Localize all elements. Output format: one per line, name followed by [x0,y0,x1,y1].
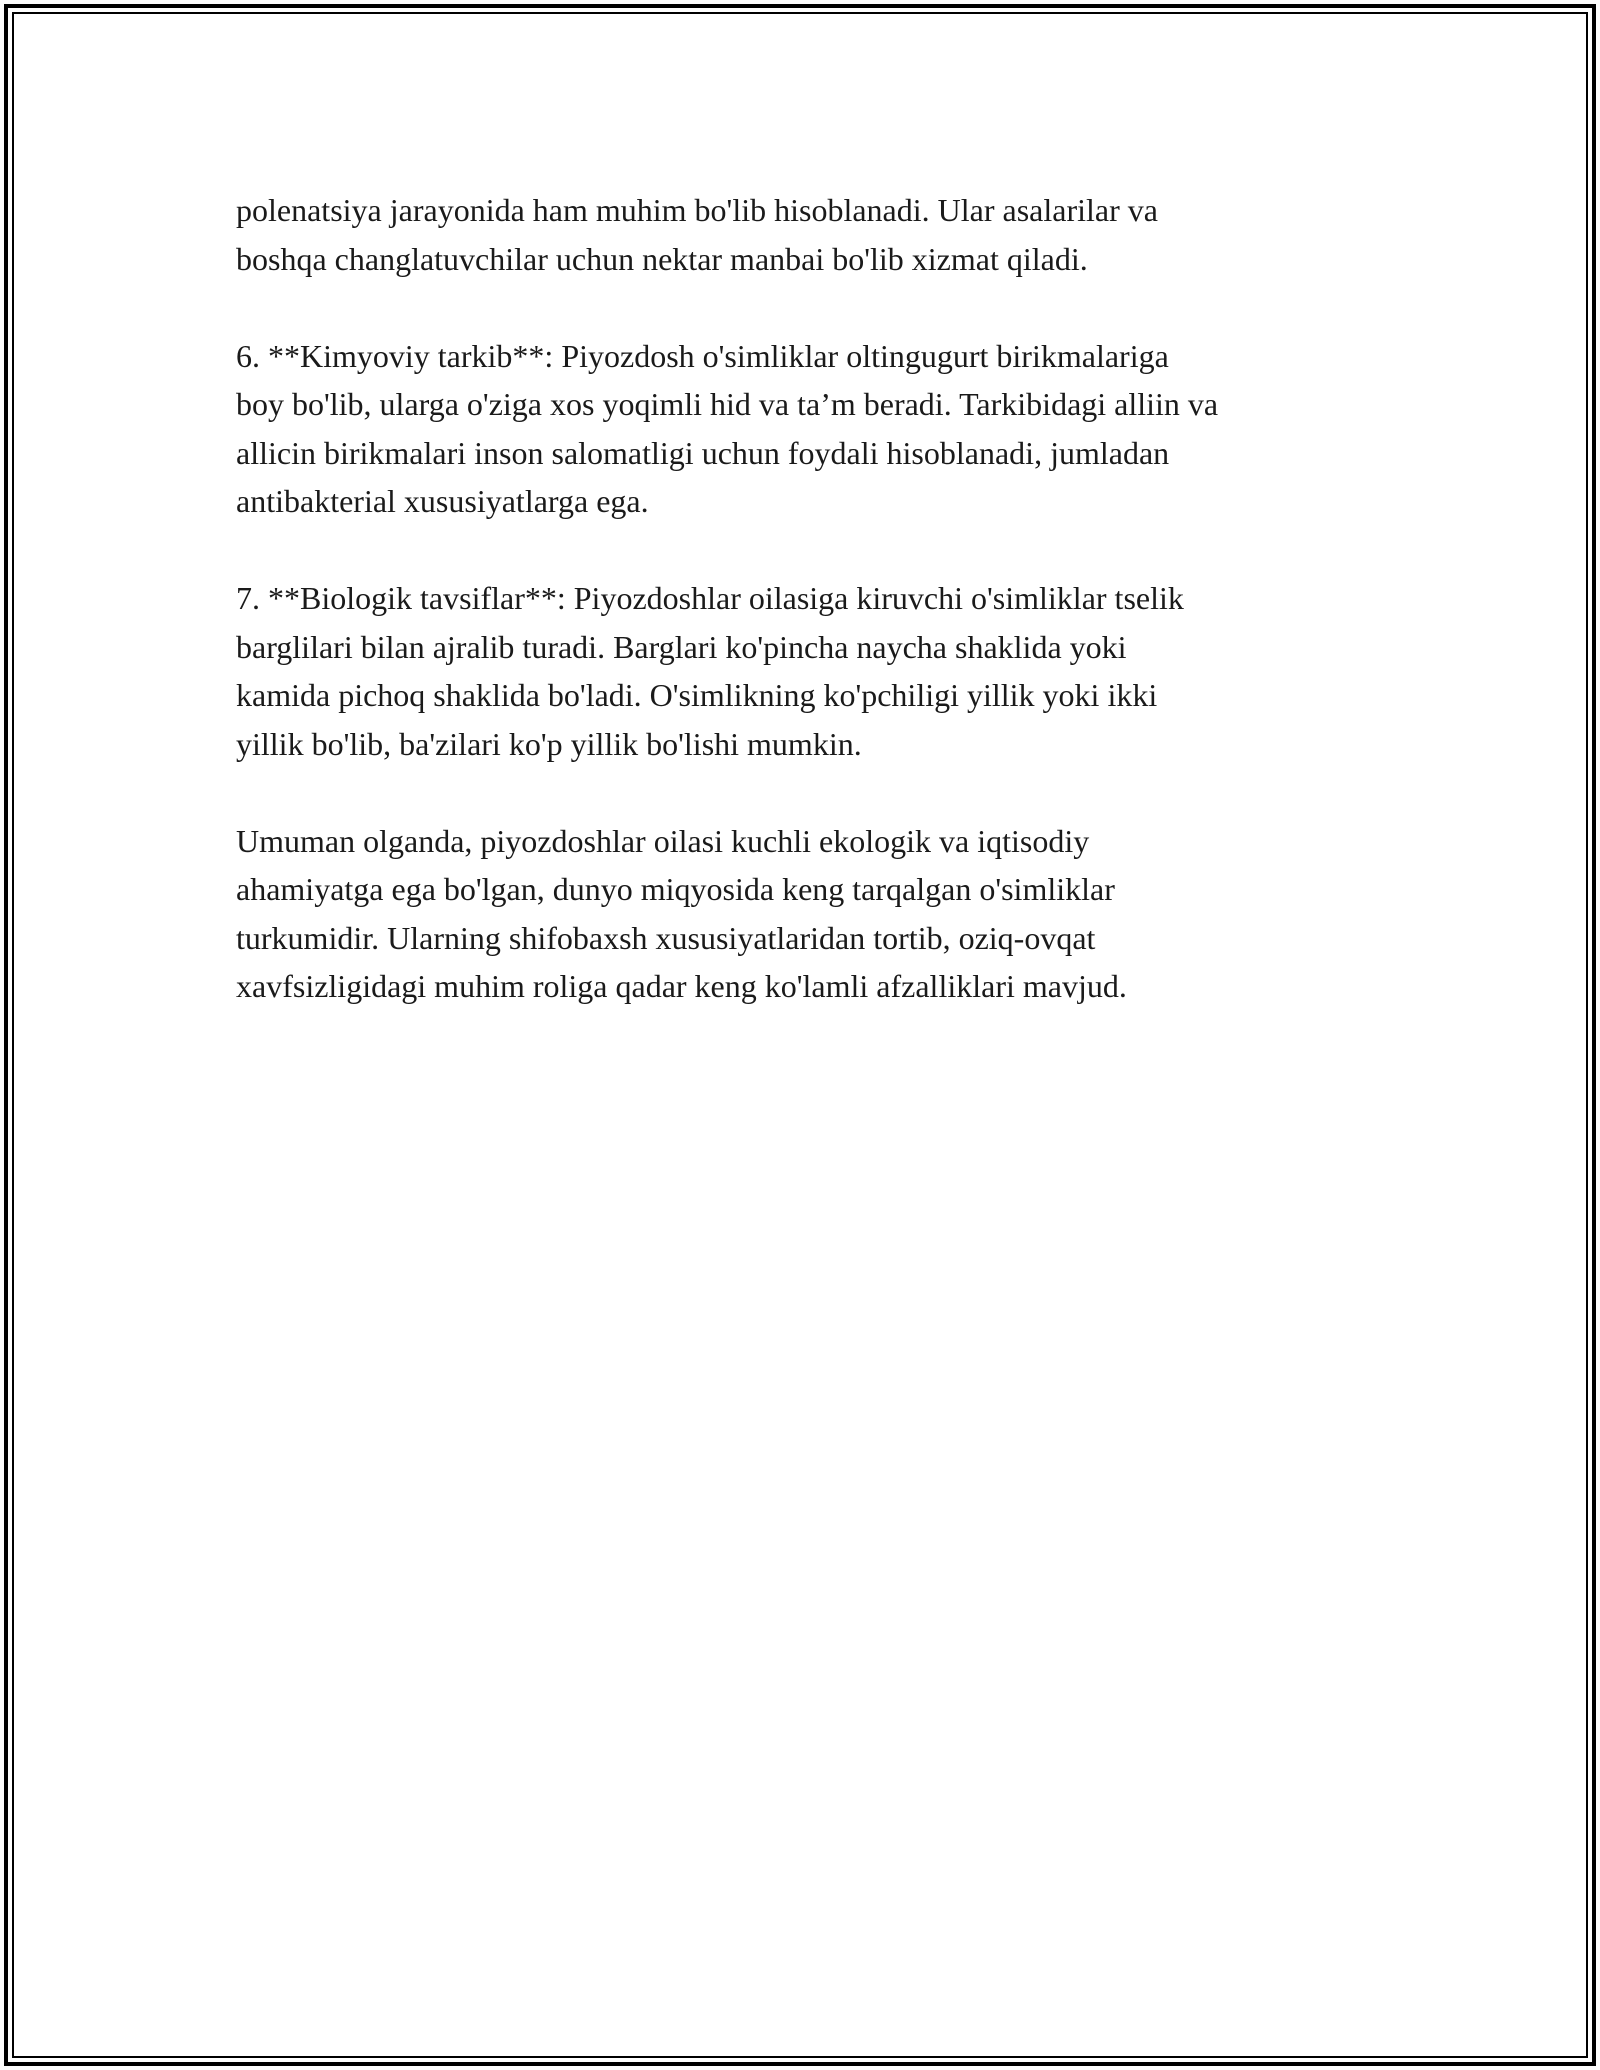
paragraph-chemical-composition [236,332,1416,526]
paragraph-biological-features [236,574,1416,768]
text-line: antibakterial xususiyatlarga ega. [236,483,649,519]
text-line: polenatsiya jarayonida ham muhim bo'lib hisoblanadi. Ular asalarilar va [236,192,1158,228]
text-line: yillik bo'lib, ba'zilari ko'p yillik bo'lishi mumkin. [236,725,862,762]
text-line: 7. **Biologik tavsiflar**: Piyozdoshlar oilasiga kiruvchi o'simliklar tselik [236,580,1184,616]
text-line: ahamiyatga ega bo'lgan, dunyo miqyosida keng tarqalgan o'simliklar [236,871,1115,907]
text-line: Umuman olganda, piyozdoshlar oilasi kuchli ekologik va iqtisodiy [236,822,1090,859]
text-line: allicin birikmalari inson salomatligi uchun foydali hisoblanadi, jumladan [236,434,1170,471]
document-body [236,186,1416,1059]
text-line: 6. **Kimyoviy tarkib**: Piyozdosh o'simliklar oltingugurt birikmalariga [236,337,1169,374]
text-line: xavfsizligidagi muhim roliga qadar keng ko'lamli afzalliklari mavjud. [236,968,1127,1004]
text-line: barglilari bilan ajralib turadi. Barglari ko'pincha naycha shaklida yoki [236,628,1127,665]
text-line: turkumidir. Ularning shifobaxsh xususiyatlaridan tortib, oziq-ovqat [236,919,1096,956]
paragraph-conclusion [236,817,1416,1011]
paragraph-pollination [236,186,1416,283]
text-line: boshqa changlatuvchilar uchun nektar manbai bo'lib xizmat qiladi. [236,240,1088,277]
text-line: kamida pichoq shaklida bo'ladi. O'simlikning ko'pchiligi yillik yoki ikki [236,677,1158,713]
text-line: boy bo'lib, ularga o'ziga xos yoqimli hid va ta’m beradi. Tarkibidagi alliin va [236,386,1219,422]
